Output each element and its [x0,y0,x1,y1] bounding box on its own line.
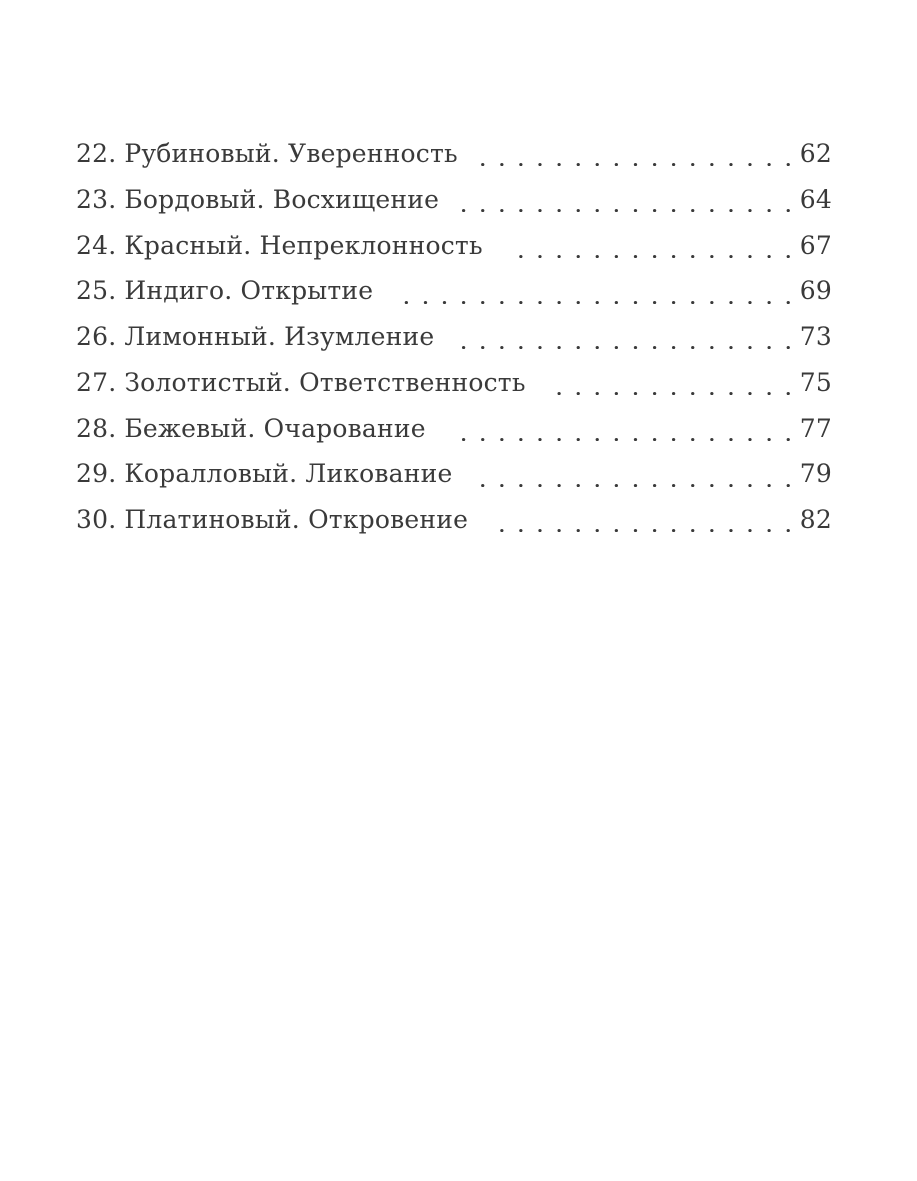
toc-entry [76,360,832,406]
toc-entry [76,406,832,452]
table-of-contents [76,131,832,543]
dot-leader [395,279,794,304]
entry-page-number: 62 [799,139,832,168]
entry-title: Рубиновый. Уверенность [124,139,458,168]
dot-leader [480,141,794,166]
entry-number: 30. [76,505,117,534]
entry-number: 23. [76,184,117,214]
entry-title: Золотистый. Ответственность [124,367,526,397]
toc-entry [76,268,832,314]
entry-number: 29. [76,459,117,489]
dot-leader [490,507,794,532]
entry-number: 25. [76,276,117,306]
entry-page-number: 75 [799,367,832,397]
entry-title: Лимонный. Изумление [124,322,435,351]
entry-title: Бежевый. Очарование [124,413,426,443]
dot-leader [505,233,794,258]
entry-number: 28. [76,413,117,443]
entry-page-number: 77 [799,413,832,443]
toc-entry [76,451,832,497]
entry-title: Бордовый. Восхищение [124,184,440,214]
entry-page-number: 82 [799,505,832,534]
toc-entry [76,314,832,360]
dot-leader [475,462,794,487]
toc-entry [76,223,832,269]
entry-page-number: 69 [799,276,832,306]
entry-page-number: 67 [799,230,832,260]
toc-entry [76,497,832,543]
entry-title: Индиго. Открытие [124,276,374,306]
dot-leader [456,324,793,349]
entry-number: 26. [76,322,117,351]
dot-leader [448,416,794,441]
entry-number: 22. [76,139,117,168]
entry-number: 24. [76,230,117,260]
toc-entry [76,177,832,223]
entry-title: Коралловый. Ликование [124,459,453,489]
entry-title: Платиновый. Откровение [124,505,469,534]
entry-page-number: 79 [799,459,832,489]
entry-title: Красный. Непреклонность [124,230,483,260]
dot-leader [461,187,794,212]
dot-leader [548,370,794,395]
entry-page-number: 64 [799,184,832,214]
entry-page-number: 73 [799,322,832,351]
toc-entry [76,131,832,177]
entry-number: 27. [76,367,117,397]
